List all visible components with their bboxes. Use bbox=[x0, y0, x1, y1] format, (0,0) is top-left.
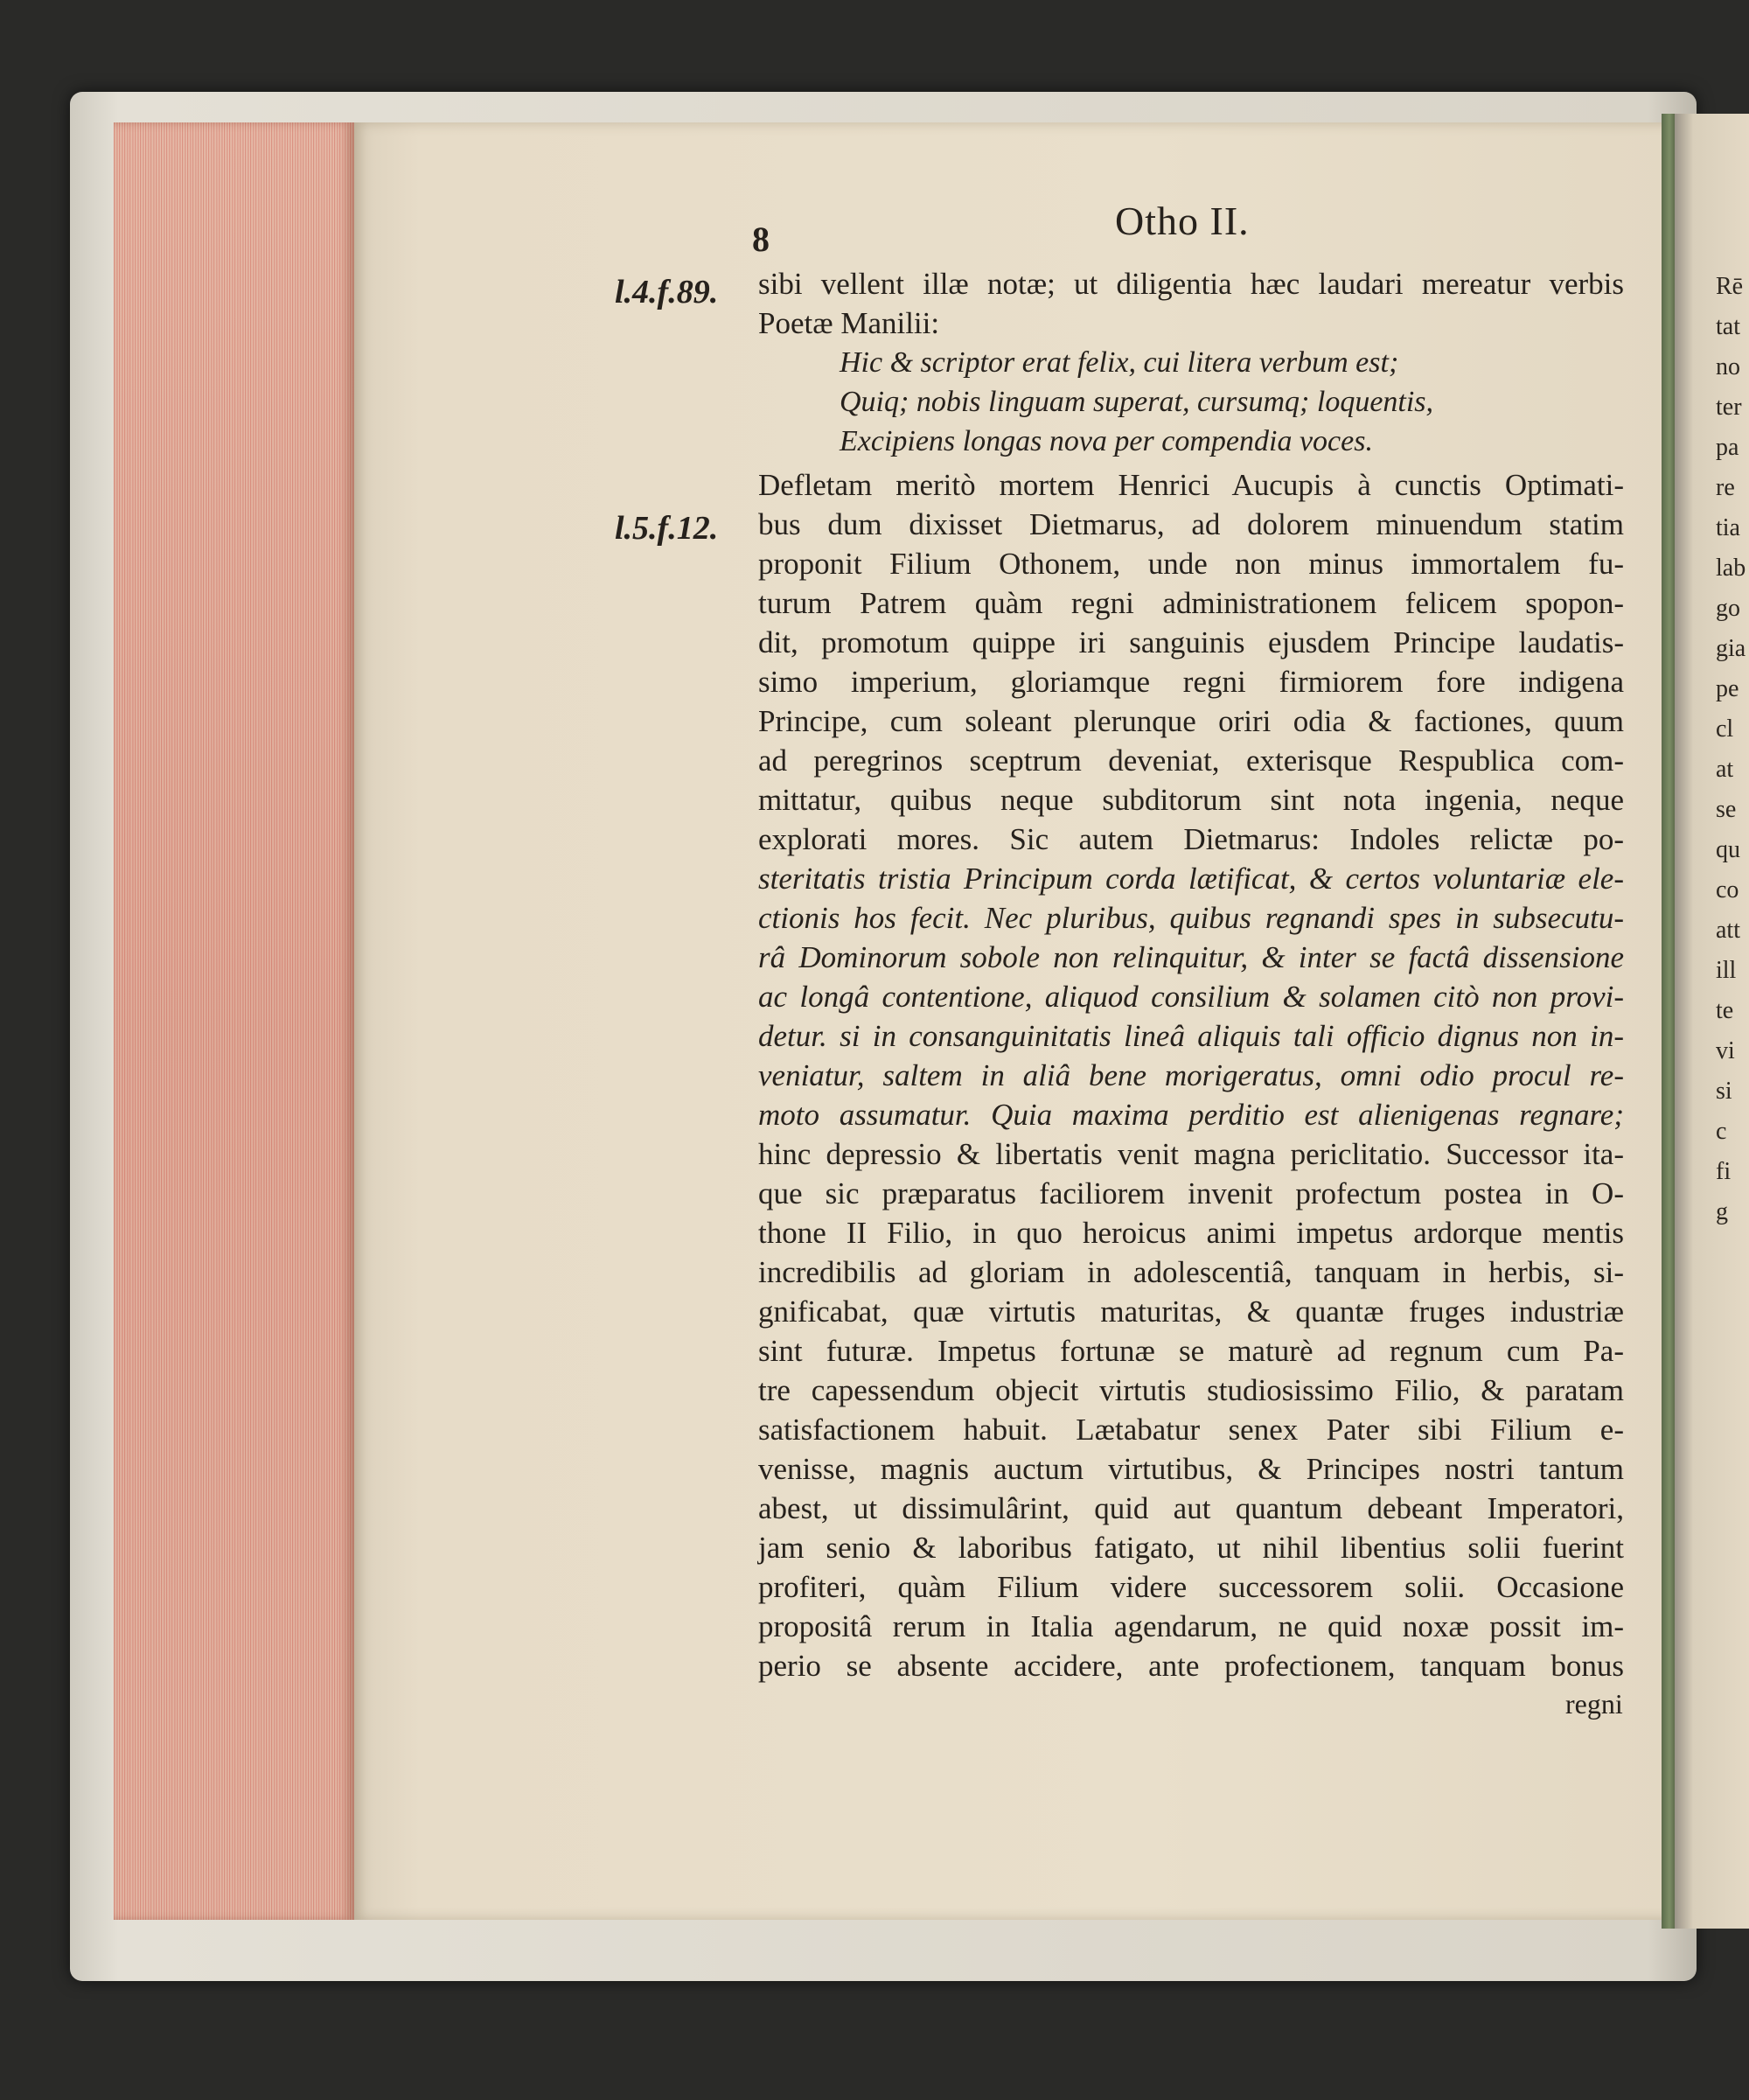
text-line: râ Dominorum sobole non relinquitur, & inter se factâ dissensione bbox=[758, 940, 1624, 974]
facing-fragment: tat bbox=[1716, 313, 1740, 340]
page-number: 8 bbox=[752, 220, 770, 259]
text-line: profiteri, quàm Filium videre successorem solii. Occasione bbox=[758, 1570, 1624, 1604]
facing-fragment: qu bbox=[1716, 836, 1740, 863]
facing-fragment: no bbox=[1716, 353, 1740, 380]
text-line: propositâ rerum in Italia agendarum, ne quid noxæ possit im- bbox=[758, 1609, 1624, 1643]
facing-fragment: vi bbox=[1716, 1037, 1735, 1064]
facing-fragment: att bbox=[1716, 917, 1740, 944]
facing-fragment: re bbox=[1716, 474, 1735, 501]
facing-fragment: go bbox=[1716, 595, 1740, 622]
margin-note: l.4.f.89. bbox=[615, 274, 719, 310]
page-edges bbox=[114, 122, 354, 1920]
facing-fragment: ter bbox=[1716, 394, 1742, 421]
text-line: jam senio & laboribus fatigato, ut nihil libentius solii fuerint bbox=[758, 1531, 1624, 1565]
text-line: dit, promotum quippe iri sanguinis ejusdem Principe laudatis- bbox=[758, 625, 1624, 659]
facing-fragment: at bbox=[1716, 756, 1734, 783]
facing-fragment: cl bbox=[1716, 715, 1734, 743]
text-line: sibi vellent illæ notæ; ut diligentia hæc laudari mereatur verbis bbox=[758, 267, 1624, 301]
facing-fragment: lab bbox=[1716, 555, 1746, 582]
text-line: hinc depressio & libertatis venit magna periclitatio. Successor ita- bbox=[758, 1137, 1624, 1171]
text-line: Defletam meritò mortem Henrici Aucupis à cunctis Optimati- bbox=[758, 468, 1624, 502]
book-page bbox=[354, 122, 1675, 1920]
verse-line: Excipiens longas nova per compendia voces. bbox=[840, 425, 1373, 457]
facing-fragment: gia bbox=[1716, 635, 1746, 662]
text-line: simo imperium, gloriamque regni firmiorem fore indigena bbox=[758, 665, 1624, 699]
text-line: moto assumatur. Quia maxima perditio est alienigenas regnare; bbox=[758, 1098, 1624, 1132]
text-line: gnificabat, quæ virtutis maturitas, & quantæ fruges industriæ bbox=[758, 1294, 1624, 1329]
text-line: venisse, magnis auctum virtutibus, & Principes nostri tantum bbox=[758, 1452, 1624, 1486]
running-head-title: Otho II. bbox=[1115, 199, 1250, 243]
text-line: que sic præparatus faciliorem invenit profectum postea in O- bbox=[758, 1176, 1624, 1210]
facing-fragment: pe bbox=[1716, 675, 1739, 702]
facing-fragment: tia bbox=[1716, 514, 1740, 541]
text-line: detur. si in consanguinitatis lineâ aliquis tali officio dignus non in- bbox=[758, 1019, 1624, 1053]
text-line: thone II Filio, in quo heroicus animi impetus ardorque mentis bbox=[758, 1216, 1624, 1250]
facing-fragment: te bbox=[1716, 997, 1734, 1024]
margin-note: l.5.f.12. bbox=[615, 510, 719, 547]
text-line: ac longâ contentione, aliquod consilium & solamen citò non provi- bbox=[758, 980, 1624, 1014]
text-line: Principe, cum soleant plerunque oriri odia & factiones, quum bbox=[758, 704, 1624, 738]
facing-fragment: si bbox=[1716, 1078, 1732, 1105]
text-line: incredibilis ad gloriam in adolescentiâ, tanquam in herbis, si- bbox=[758, 1255, 1624, 1289]
facing-fragment: co bbox=[1716, 876, 1739, 903]
verse-line: Quiq; nobis linguam superat, cursumq; loquentis, bbox=[840, 386, 1434, 418]
text-line: steritatis tristia Principum corda lætificat, & certos voluntariæ ele- bbox=[758, 862, 1624, 896]
text-line: veniatur, saltem in aliâ bene morigeratus, omni odio procul re- bbox=[758, 1058, 1624, 1092]
facing-fragment: c bbox=[1716, 1118, 1727, 1145]
text-line: tre capessendum objecit virtutis studiosissimo Filio, & paratam bbox=[758, 1373, 1624, 1407]
facing-fragment: se bbox=[1716, 796, 1737, 823]
text-line: sint futuræ. Impetus fortunæ se maturè ad regnum cum Pa- bbox=[758, 1334, 1624, 1368]
facing-fragment: fi bbox=[1716, 1158, 1732, 1185]
text-line: abest, ut dissimulârint, quid aut quantum debeant Imperatori, bbox=[758, 1491, 1624, 1525]
catchword: regni bbox=[1565, 1688, 1623, 1720]
facing-fragment: g bbox=[1716, 1198, 1728, 1225]
facing-fragment: Rē bbox=[1716, 273, 1744, 300]
text-line: explorati mores. Sic autem Dietmarus: Indoles relictæ po- bbox=[758, 822, 1624, 856]
verse-line: Hic & scriptor erat felix, cui litera verbum est; bbox=[840, 346, 1399, 379]
text-line: Poetæ Manilii: bbox=[758, 306, 940, 340]
text-line: satisfactionem habuit. Lætabatur senex Pater sibi Filium e- bbox=[758, 1413, 1624, 1447]
text-line: proponit Filium Othonem, unde non minus immortalem fu- bbox=[758, 547, 1624, 581]
text-line: perio se absente accidere, ante profectionem, tanquam bonus bbox=[758, 1649, 1624, 1683]
text-line: ctionis hos fecit. Nec pluribus, quibus regnandi spes in subsecutu- bbox=[758, 901, 1624, 935]
text-line: mittatur, quibus neque subditorum sint nota ingenia, neque bbox=[758, 783, 1624, 817]
text-line: turum Patrem quàm regni administrationem felicem spopon- bbox=[758, 586, 1624, 620]
facing-fragment: pa bbox=[1716, 434, 1739, 461]
facing-page bbox=[1675, 114, 1749, 1929]
facing-fragment: ill bbox=[1716, 957, 1737, 984]
text-line: ad peregrinos sceptrum deveniat, exterisque Respublica com- bbox=[758, 743, 1624, 778]
text-line: bus dum dixisset Dietmarus, ad dolorem minuendum statim bbox=[758, 507, 1624, 541]
